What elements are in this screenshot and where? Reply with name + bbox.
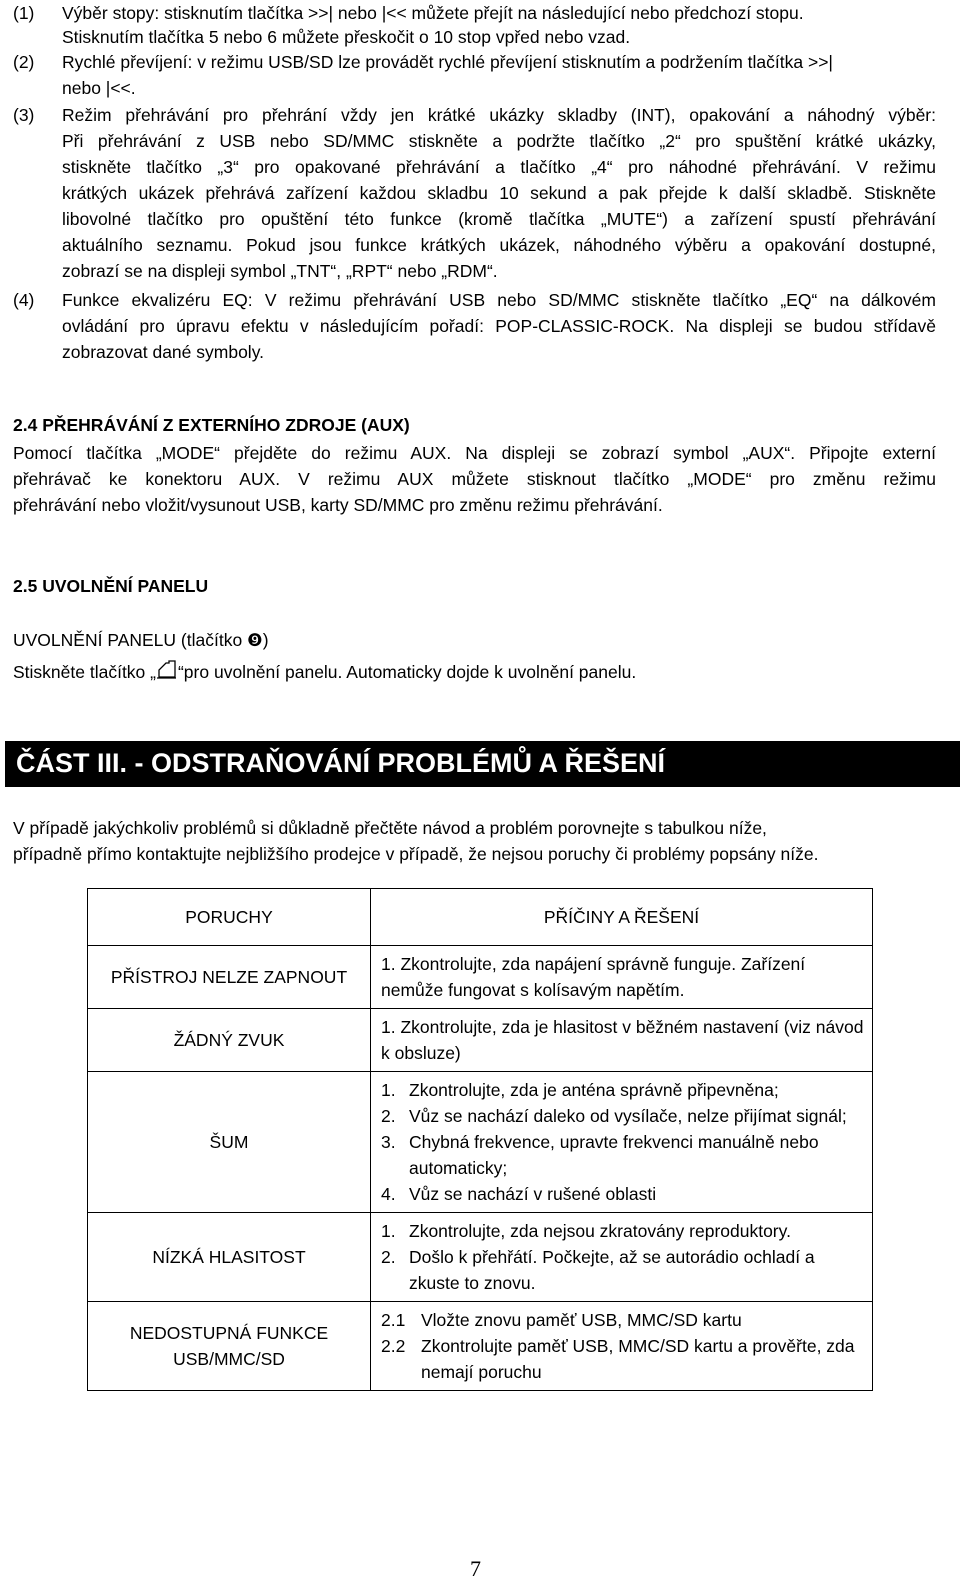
paragraph-line: případně přímo kontaktujte nejbližšího prodejce v případě, že nejsou poruchy či problémy popsány níže. bbox=[13, 844, 819, 864]
list-number: 1. bbox=[381, 1221, 396, 1241]
paragraph-line: zobrazí se na displeji symbol „TNT“, „RPT“ nebo „RDM“. bbox=[62, 261, 498, 281]
item-number: (3) bbox=[13, 105, 35, 125]
fault-cell: PŘÍSTROJ NELZE ZAPNOUT bbox=[88, 946, 371, 1009]
panel-subtitle: UVOLNĚNÍ PANELU (tlačítko ❾) bbox=[13, 630, 269, 650]
list-item bbox=[381, 1333, 866, 1385]
table-row bbox=[88, 1072, 873, 1213]
item-number: (1) bbox=[13, 3, 35, 23]
list-text: Vůz se nachází daleko od vysílače, nelze přijímat signál; bbox=[409, 1106, 847, 1126]
troubleshooting-table bbox=[87, 888, 873, 1391]
list-number: 2. bbox=[381, 1247, 396, 1267]
solution-cell bbox=[371, 1072, 873, 1213]
paragraph-line: Při přehrávání z USB nebo SD/MMC stiskněte a podržte tlačítko „2“ pro spuštění krátké ukázky, bbox=[62, 131, 936, 151]
list-number: 2.2 bbox=[381, 1336, 406, 1356]
list-item bbox=[381, 1077, 866, 1103]
paragraph-line: přehrávač ke konektoru AUX. V režimu AUX můžete stisknout tlačítko „MODE“ pro změnu režimu bbox=[13, 469, 936, 489]
item-number: (2) bbox=[13, 52, 35, 72]
fault-line: NEDOSTUPNÁ FUNKCE bbox=[129, 1323, 329, 1343]
list-number: 3. bbox=[381, 1132, 396, 1152]
paragraph-line: Stisknutím tlačítka 5 nebo 6 můžete přeskočit o 10 stop vpřed nebo vzad. bbox=[62, 27, 631, 47]
paragraph-line: přehrávání nebo vložit/vysunout USB, karty SD/MMC pro změnu režimu přehrávání. bbox=[13, 495, 663, 515]
fault-cell bbox=[88, 1302, 371, 1391]
solution-cell bbox=[371, 1009, 873, 1072]
page-number: 7 bbox=[470, 1556, 481, 1581]
panel-text-after: “pro uvolnění panelu. Automaticky dojde k uvolnění panelu. bbox=[177, 662, 637, 682]
item-number: (4) bbox=[13, 290, 35, 310]
fault-cell: ŽÁDNÝ ZVUK bbox=[88, 1009, 371, 1072]
paragraph-line: Výběr stopy: stisknutím tlačítka >>| nebo |<< můžete přejít na následující nebo předchozí stopu. bbox=[62, 3, 804, 23]
fault-cell: ŠUM bbox=[88, 1072, 371, 1213]
list-item bbox=[381, 1129, 866, 1181]
list-item bbox=[381, 1218, 866, 1244]
panel-instruction bbox=[13, 658, 636, 685]
paragraph-line: zobrazovat dané symboly. bbox=[62, 342, 265, 362]
paragraph-line: Rychlé převíjení: v režimu USB/SD lze provádět rychlé převíjení stisknutím a podržením tlačítka >>| bbox=[62, 52, 833, 72]
table-header-row bbox=[88, 889, 873, 946]
panel-release-icon bbox=[156, 658, 178, 680]
paragraph-line: V případě jakýchkoliv problémů si důkladně přečtěte návod a problém porovnejte s tabulkou níže, bbox=[13, 818, 767, 838]
panel-text-before: Stiskněte tlačítko „ bbox=[13, 662, 156, 682]
paragraph-line: libovolné tlačítko pro opuštění této funkce (kromě tlačítka „MUTE“) a zařízení spustí přehrávání bbox=[62, 209, 936, 229]
list-number: 4. bbox=[381, 1184, 396, 1204]
solution-cell bbox=[371, 1302, 873, 1391]
list-text: Zkontrolujte paměť USB, MMC/SD kartu a prověřte, zda nemají poruchu bbox=[421, 1336, 855, 1382]
table-row bbox=[88, 1009, 873, 1072]
solution-text: 1. Zkontrolujte, zda napájení správně funguje. Zařízení nemůže fungovat s kolísavým napětím. bbox=[381, 954, 806, 1000]
list-text: Zkontrolujte, zda nejsou zkratovány reproduktory. bbox=[409, 1221, 791, 1241]
solution-cell bbox=[371, 946, 873, 1009]
list-text: Došlo k přehřátí. Počkejte, až se autorádio ochladí a zkuste to znovu. bbox=[409, 1247, 815, 1293]
solution-cell bbox=[371, 1213, 873, 1302]
list-text: Chybná frekvence, upravte frekvenci manuálně nebo automaticky; bbox=[409, 1132, 819, 1178]
solution-text: 1. Zkontrolujte, zda je hlasitost v běžném nastavení (viz návod k obsluze) bbox=[381, 1017, 864, 1063]
table-header-faults: PORUCHY bbox=[88, 889, 371, 946]
list-number: 1. bbox=[381, 1080, 396, 1100]
list-text: Zkontrolujte, zda je anténa správně připevněna; bbox=[409, 1080, 779, 1100]
paragraph-line: ovládání pro úpravu efektu v následujícím pořadí: POP-CLASSIC-ROCK. Na displeji se budou střídavě bbox=[62, 316, 936, 336]
list-text: Vůz se nachází v rušené oblasti bbox=[409, 1184, 657, 1204]
list-item bbox=[381, 1103, 866, 1129]
list-item bbox=[381, 1244, 866, 1296]
fault-cell: NÍZKÁ HLASITOST bbox=[88, 1213, 371, 1302]
paragraph-line: aktuálního seznamu. Pokud jsou funkce krátkých ukázek, náhodného výběru a opakování dostupné, bbox=[62, 235, 936, 255]
list-item bbox=[381, 1307, 866, 1333]
paragraph-line: krátkých ukázek přehrává zařízení každou skladbu 10 sekund a pak přejde k další skladbě. Stiskněte bbox=[62, 183, 936, 203]
fault-line: USB/MMC/SD bbox=[173, 1349, 285, 1369]
table-row bbox=[88, 1302, 873, 1391]
list-number: 2. bbox=[381, 1106, 396, 1126]
section-heading-panel: 2.5 UVOLNĚNÍ PANELU bbox=[13, 576, 209, 596]
paragraph-line: stiskněte tlačítko „3“ pro opakované přehrávání a tlačítko „4“ pro náhodné přehrávání. V režimu bbox=[62, 157, 936, 177]
part-title: ČÁST III. - ODSTRAŇOVÁNÍ PROBLÉMŮ A ŘEŠENÍ bbox=[16, 748, 666, 778]
list-text: Vložte znovu paměť USB, MMC/SD kartu bbox=[421, 1310, 742, 1330]
paragraph-line: Funkce ekvalizéru EQ: V režimu přehrávání USB nebo SD/MMC stiskněte tlačítko „EQ“ na dálkovém bbox=[62, 290, 936, 310]
part-title-bar bbox=[5, 741, 960, 787]
paragraph-line: Pomocí tlačítka „MODE“ přejděte do režimu AUX. Na displeji se zobrazí symbol „AUX“. Připojte externí bbox=[13, 443, 936, 463]
paragraph-line: nebo |<<. bbox=[62, 78, 136, 98]
table-row bbox=[88, 946, 873, 1009]
list-number: 2.1 bbox=[381, 1310, 406, 1330]
paragraph-line: Režim přehrávání pro přehrání vždy jen krátké ukázky skladby (INT), opakování a náhodný výběr: bbox=[62, 105, 936, 125]
list-item bbox=[381, 1181, 866, 1207]
table-row bbox=[88, 1213, 873, 1302]
section-heading-aux: 2.4 PŘEHRÁVÁNÍ Z EXTERNÍHO ZDROJE (AUX) bbox=[13, 415, 410, 435]
table-header-causes: PŘÍČINY A ŘEŠENÍ bbox=[371, 889, 873, 946]
